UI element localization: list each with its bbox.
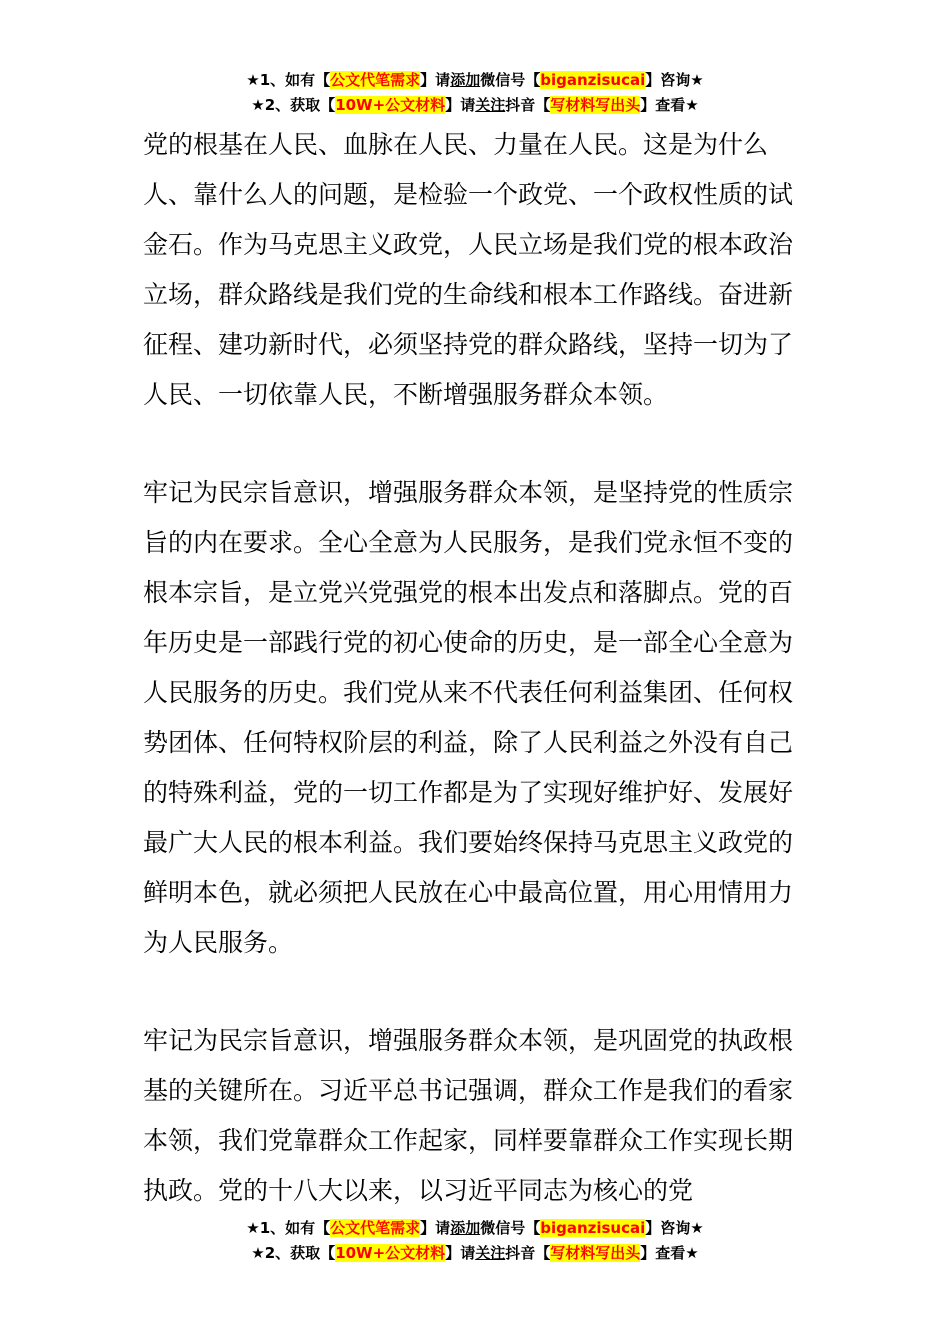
banner-text: ★1、如有【: [246, 71, 331, 89]
banner-text: ★2、获取【: [251, 1244, 336, 1262]
header-banner: [0, 68, 950, 118]
paragraph-gap: [143, 968, 813, 1016]
highlight-writing-service: 公文代笔需求: [330, 71, 421, 89]
highlight-writing-service: 公文代笔需求: [330, 1219, 421, 1237]
banner-text: 微信号【: [480, 71, 541, 89]
banner-text: 抖音【: [505, 96, 551, 114]
banner-text: 微信号【: [480, 1219, 541, 1237]
highlight-wechat-id: biganzisucai: [540, 1219, 646, 1237]
banner-text: 抖音【: [505, 1244, 551, 1262]
paragraph-gap: [143, 420, 813, 468]
banner-text: ★1、如有【: [246, 1219, 331, 1237]
banner-line-1: [0, 1216, 950, 1241]
paragraph-1: 党的根基在人民、血脉在人民、力量在人民。这是为什么人、靠什么人的问题，是检验一个政党、一个政权性质的试金石。作为马克思主义政党，人民立场是我们党的根本政治立场，群众路线是我们党的生命线和根本工作路线。奋进新征程、建功新时代，必须坚持党的群众路线，坚持一切为了人民、一切依靠人民，不断增强服务群众本领。: [143, 130, 794, 409]
banner-text: 】请: [420, 1219, 451, 1237]
highlight-materials: 10W+公文材料: [335, 96, 446, 114]
banner-text: 】请: [445, 96, 476, 114]
paragraph-2: 牢记为民宗旨意识，增强服务群众本领，是坚持党的性质宗旨的内在要求。全心全意为人民服务，是我们党永恒不变的根本宗旨，是立党兴党强党的根本出发点和落脚点。党的百年历史是一部践行党的初心使命的历史，是一部全心全意为人民服务的历史。我们党从来不代表任何利益集团、任何权势团体、任何特权阶层的利益，除了人民利益之外没有自己的特殊利益，党的一切工作都是为了实现好维护好、发展好最广大人民的根本利益。我们要始终保持马克思主义政党的鲜明本色，就必须把人民放在心中最高位置，用心用情用力为人民服务。: [143, 478, 794, 957]
banner-text: 】咨询★: [645, 71, 704, 89]
underlined-follow: 关注: [475, 96, 506, 114]
underlined-add: 添加: [450, 1219, 481, 1237]
highlight-douyin-account: 写材料写出头: [550, 96, 641, 114]
highlight-douyin-account: 写材料写出头: [550, 1244, 641, 1262]
document-body: [143, 120, 813, 1216]
highlight-materials: 10W+公文材料: [335, 1244, 446, 1262]
paragraph-3: 牢记为民宗旨意识，增强服务群众本领，是巩固党的执政根基的关键所在。习近平总书记强调，群众工作是我们的看家本领，我们党靠群众工作起家，同样要靠群众工作实现长期执政。党的十八大以来，以习近平同志为核心的党: [143, 1026, 794, 1205]
banner-line-2: [0, 93, 950, 118]
banner-text: ★2、获取【: [251, 96, 336, 114]
banner-line-2: [0, 1241, 950, 1266]
underlined-add: 添加: [450, 71, 481, 89]
banner-text: 】请: [445, 1244, 476, 1262]
banner-text: 】查看★: [640, 1244, 699, 1262]
footer-banner: [0, 1216, 950, 1266]
banner-text: 】查看★: [640, 96, 699, 114]
underlined-follow: 关注: [475, 1244, 506, 1262]
banner-line-1: [0, 68, 950, 93]
banner-text: 】咨询★: [645, 1219, 704, 1237]
banner-text: 】请: [420, 71, 451, 89]
highlight-wechat-id: biganzisucai: [540, 71, 646, 89]
